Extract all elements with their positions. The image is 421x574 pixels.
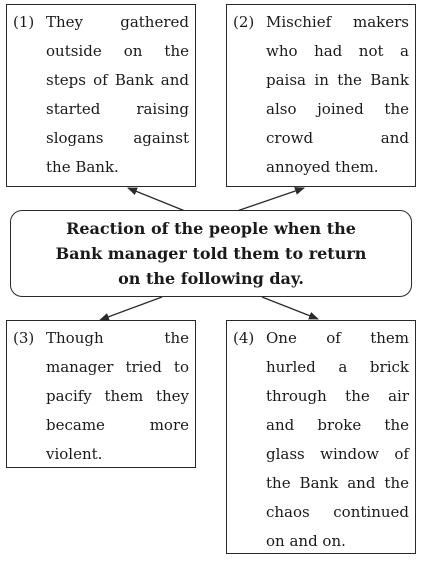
- arrow-to-box-3: [100, 297, 162, 320]
- box-2-line: who had not a: [266, 42, 409, 60]
- box-3-line: manager tried to: [46, 358, 189, 376]
- box-4-line: glass window of: [266, 445, 409, 463]
- box-4: [226, 320, 416, 554]
- box-4-line: on and on.: [266, 532, 346, 550]
- box-2-row: [233, 8, 409, 37]
- box-2-line: Mischief makers: [266, 13, 409, 31]
- box-2-line: also joined the: [266, 100, 409, 118]
- box-3-number: (3): [13, 329, 35, 347]
- box-4-line: chaos continued: [266, 503, 409, 521]
- box-4-line: and broke the: [266, 416, 409, 434]
- box-1-line: started raising: [46, 100, 189, 118]
- center-line: Reaction of the people when the: [66, 219, 356, 238]
- center-box: [10, 210, 412, 297]
- box-4-line: the Bank and the: [266, 474, 409, 492]
- box-2-number: (2): [233, 13, 255, 31]
- box-3-row: [13, 324, 189, 353]
- box-1-line: slogans against: [46, 129, 189, 147]
- box-1-line: outside on the: [46, 42, 189, 60]
- box-4-line: One of them: [266, 329, 409, 347]
- box-2: [226, 4, 416, 187]
- box-1-line: steps of Bank and: [46, 71, 189, 89]
- box-3-line: violent.: [46, 445, 103, 463]
- box-1-row: [13, 8, 189, 37]
- box-3-line: pacify them they: [46, 387, 189, 405]
- arrow-to-box-1: [128, 188, 185, 211]
- center-line: Bank manager told them to return: [55, 244, 367, 263]
- center-line: on the following day.: [118, 269, 304, 288]
- box-4-line: through the air: [266, 387, 409, 405]
- box-4-number: (4): [233, 329, 255, 347]
- box-4-line: hurled a brick: [266, 358, 409, 376]
- box-3-line: Though the: [46, 329, 189, 347]
- box-1-number: (1): [13, 13, 35, 31]
- box-1-line: the Bank.: [46, 158, 119, 176]
- box-2-line: paisa in the Bank: [266, 71, 409, 89]
- box-1: [6, 4, 196, 187]
- box-2-line: annoyed them.: [266, 158, 379, 176]
- box-3: [6, 320, 196, 468]
- box-2-line: crowd and: [266, 129, 409, 147]
- box-4-row: [233, 324, 409, 353]
- box-3-line: became more: [46, 416, 189, 434]
- arrow-to-box-2: [237, 188, 304, 211]
- box-1-line: They gathered: [46, 13, 189, 31]
- arrow-to-box-4: [262, 297, 318, 319]
